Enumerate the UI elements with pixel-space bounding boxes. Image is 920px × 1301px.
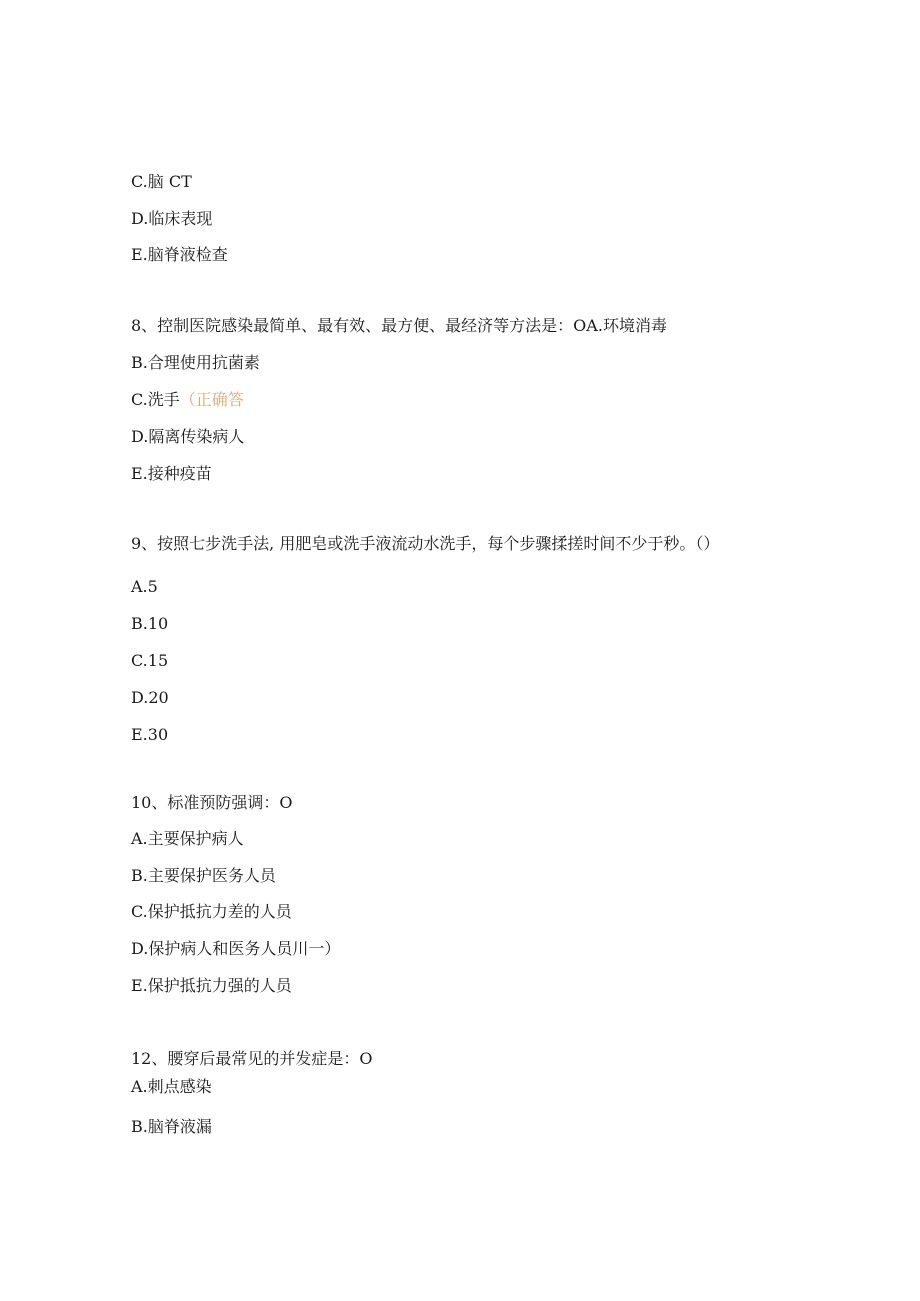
q10-option-c: C.保护抵抗力差的人员: [131, 902, 292, 921]
q10-option-d-text: D.保护病人和医务人员: [131, 939, 293, 958]
q10-option-d: [131, 939, 340, 959]
q9-option-d: D.20: [131, 688, 169, 707]
q10-option-d-annotation: 川一）: [292, 939, 341, 958]
q10-option-a: A.主要保护病人: [131, 829, 244, 848]
q8-stem: 8、控制医院感染最简单、最有效、最方便、最经济等方法是：OA.环境消毒: [131, 316, 667, 335]
q8-option-c-text: C.洗手: [131, 390, 180, 409]
q7-option-e: E.脑脊液检查: [131, 245, 228, 264]
q12-option-a: A.刺点感染: [131, 1077, 212, 1096]
q8-option-d: D.隔离传染病人: [131, 427, 245, 446]
q10-option-b: B.主要保护医务人员: [131, 866, 276, 885]
q9-option-e: E.30: [131, 725, 169, 744]
q8-option-b: B.合理使用抗菌素: [131, 353, 260, 372]
q9-stem: 9、按照七步洗手法, 用肥皂或洗手液流动水洗手，每个步骤揉搓时间不少于秒。（）: [131, 534, 720, 553]
q7-option-c: C.脑 CT: [131, 172, 192, 191]
q12-option-b: B.脑脊液漏: [131, 1117, 212, 1136]
q8-answer-annotation: （正确答: [179, 390, 244, 409]
q9-option-a: A.5: [131, 577, 158, 596]
q7-option-d: D.临床表现: [131, 209, 213, 228]
q10-option-e: E.保护抵抗力强的人员: [131, 976, 292, 995]
q8-option-c: [131, 390, 244, 410]
q10-stem: 10、标准预防强调：O: [131, 793, 293, 812]
q9-option-c: C.15: [131, 651, 169, 670]
q9-option-b: B.10: [131, 614, 169, 633]
q12-stem: 12、腰穿后最常见的并发症是：O: [131, 1049, 373, 1068]
q8-option-e: E.接种疫苗: [131, 464, 212, 483]
